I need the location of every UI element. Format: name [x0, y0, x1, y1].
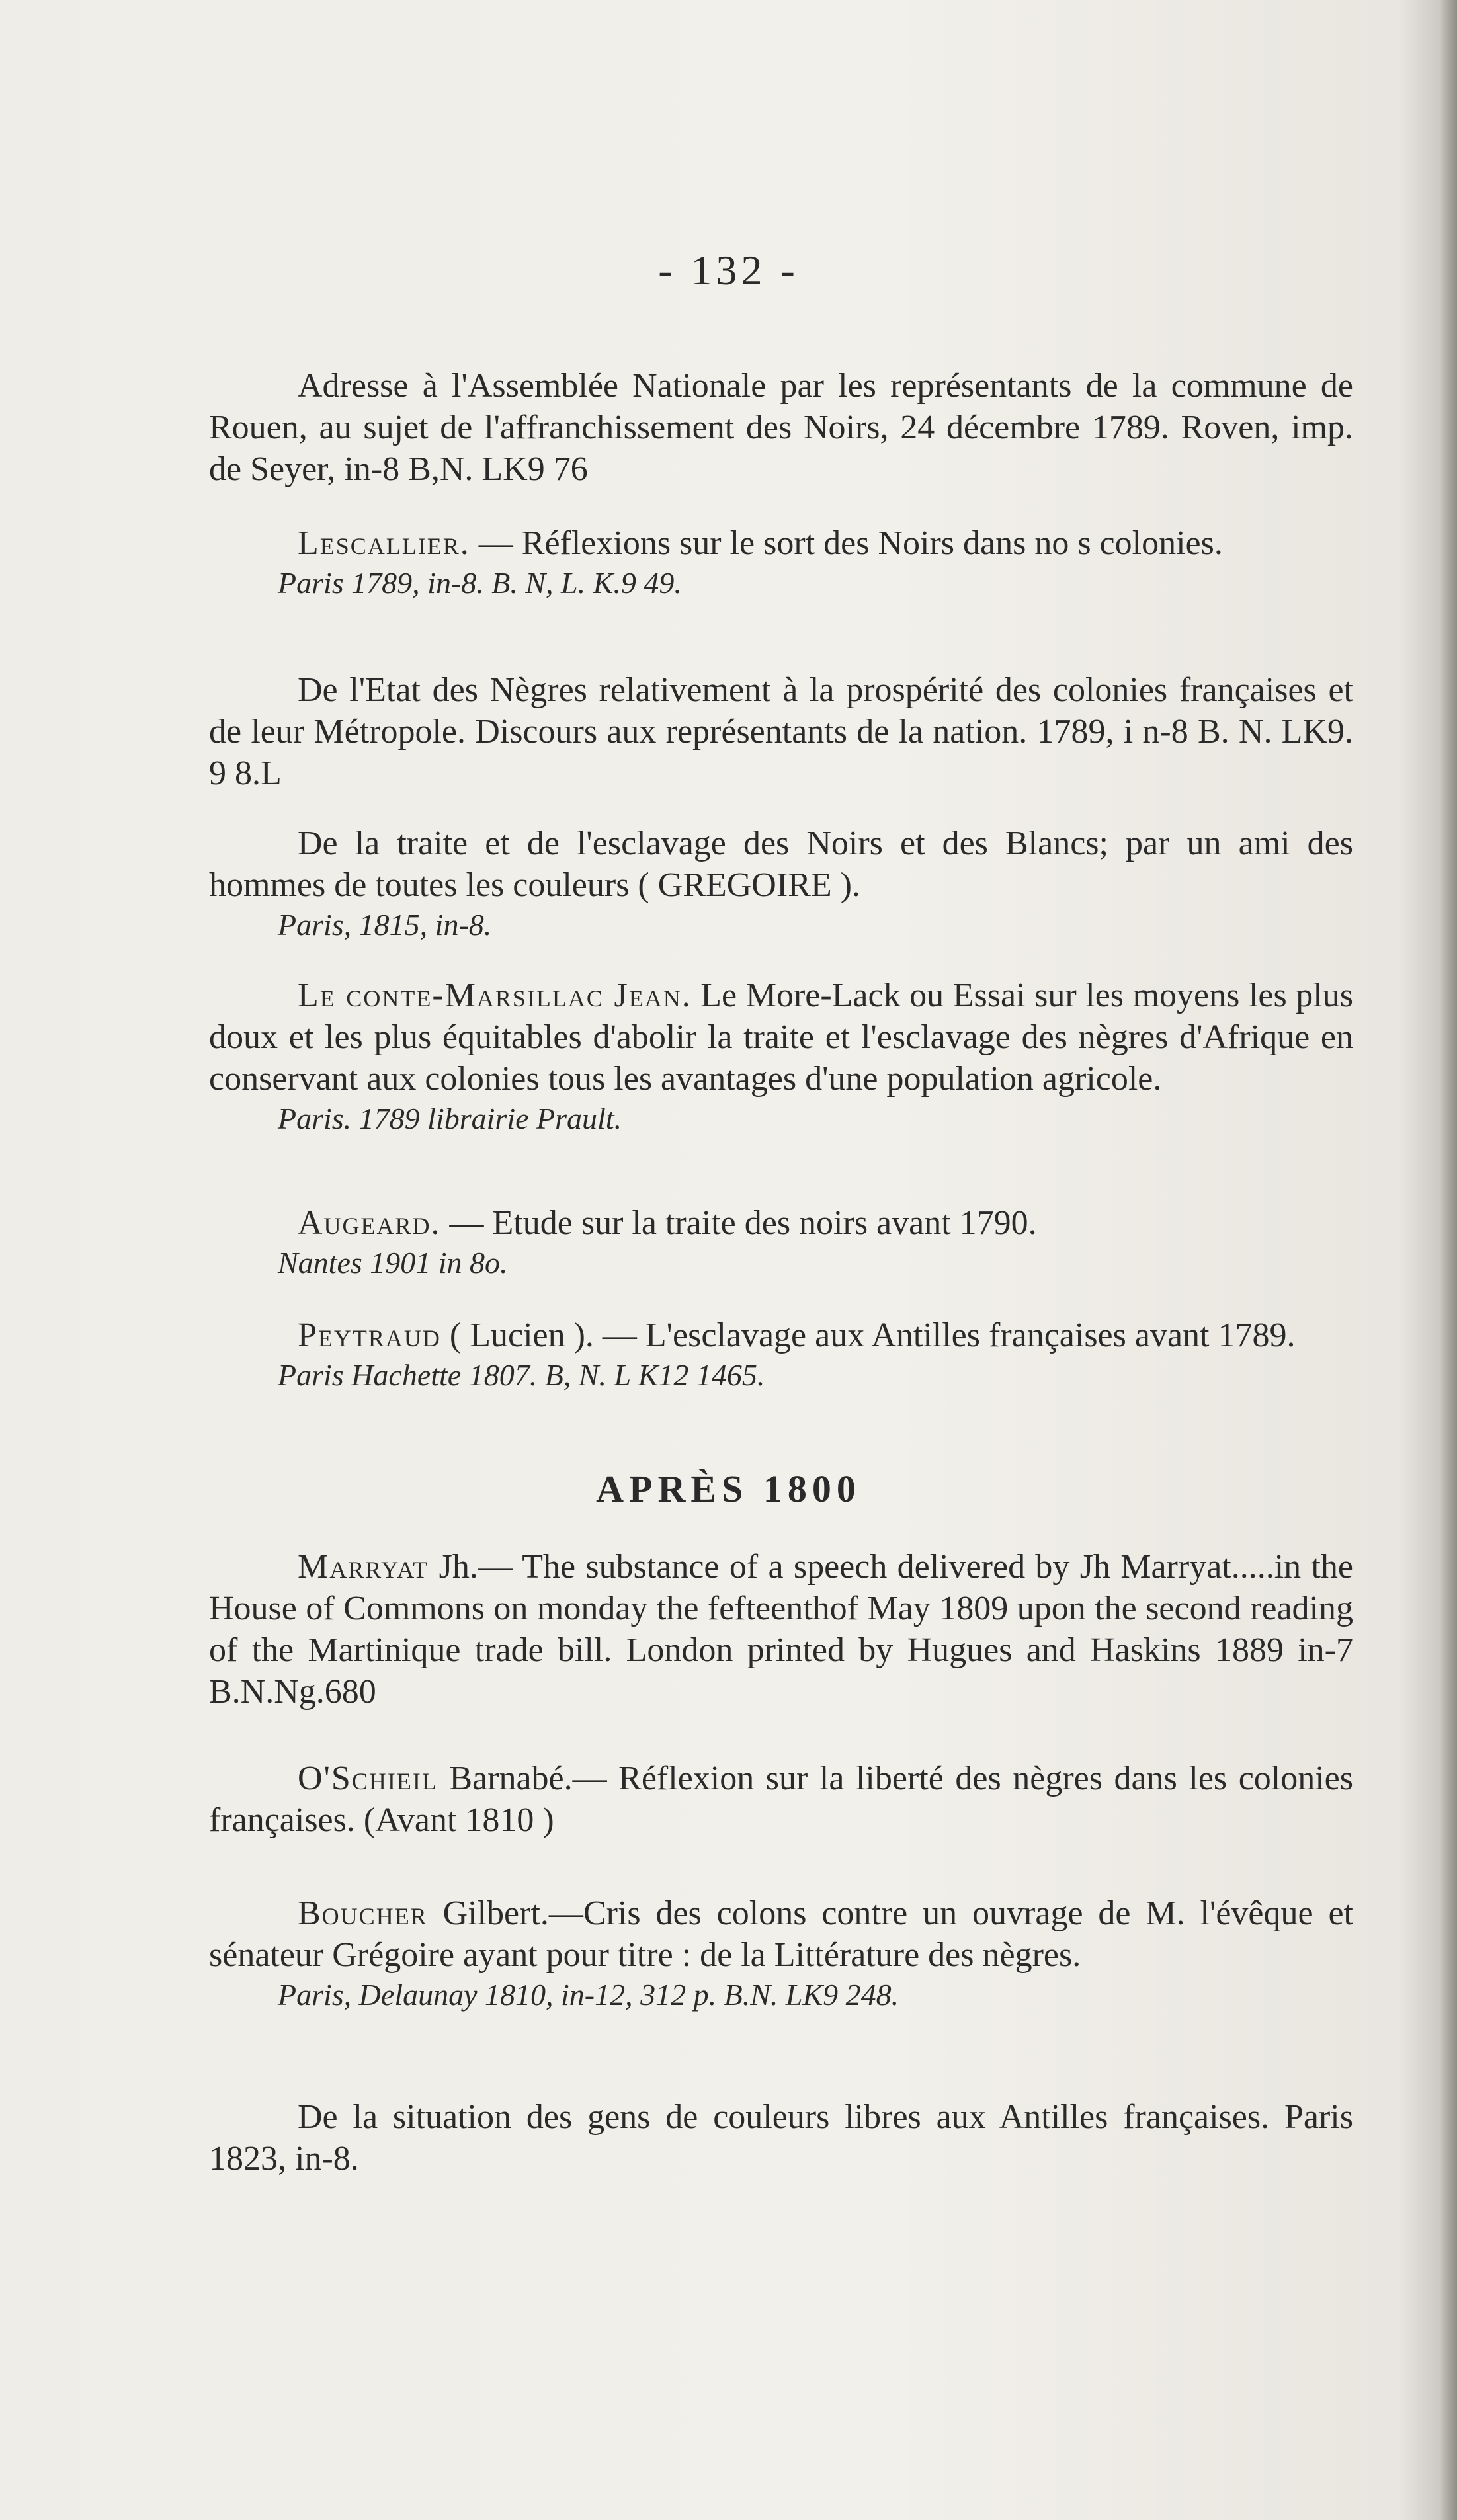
- entry-reference: Paris, 1815, in-8.: [278, 908, 492, 942]
- entry-author: O'Schieil: [298, 1760, 438, 1797]
- entry-author: Boucher: [298, 1894, 428, 1932]
- section-heading: APRÈS 1800: [596, 1467, 861, 1510]
- bibliography-entry: [209, 365, 1353, 490]
- bibliography-entry: [209, 1758, 1353, 1841]
- entry-text: Le conte-Marsillac Jean. Le More-Lack ou Essai sur les moyens les plus doux et les plus équitables d'abolir la traite et l'esclavage des nègres d'Afrique en conservant aux colonies tous les avantages d'une population agricole.: [209, 977, 1353, 1098]
- entry-reference: Paris, Delaunay 1810, in-12, 312 p. B.N. LK9 248.: [278, 1978, 899, 2012]
- entry-author: Augeard.: [298, 1204, 441, 1242]
- entry-reference: Paris 1789, in-8. B. N, L. K.9 49.: [278, 566, 682, 600]
- entry-author: Marryat: [298, 1548, 429, 1586]
- bibliography-entry: [209, 1892, 1353, 2014]
- bibliography-entry: [209, 669, 1353, 794]
- bibliography-entry: [209, 1202, 1353, 1282]
- bibliography-entry: [209, 522, 1353, 602]
- bibliography-entry: [209, 823, 1353, 944]
- entry-text: Adresse à l'Assemblée Nationale par les représentants de la commune de Rouen, au sujet de l'affranchissement des Noirs, 24 décembre 1789. Roven, imp. de Seyer, in-8 B,N. LK9 76: [209, 367, 1353, 488]
- bibliography-entry: [209, 1315, 1353, 1395]
- entry-text: Lescallier. — Réflexions sur le sort des Noirs dans no s colonies.: [298, 524, 1223, 562]
- entry-text: Augeard. — Etude sur la traite des noirs avant 1790.: [298, 1204, 1037, 1242]
- entry-text: De l'Etat des Nègres relativement à la prospérité des colonies françaises et de leur Métropole. Discours aux représentants de la nation. 1789, i n-8 B. N. LK9. 9 8.L: [209, 671, 1353, 792]
- page-number: - 132 -: [658, 247, 799, 294]
- entry-text: Peytraud ( Lucien ). — L'esclavage aux Antilles françaises avant 1789.: [298, 1317, 1296, 1354]
- entry-text: Marryat Jh.— The substance of a speech delivered by Jh Marryat.....in the House of Commons on monday the fefteenthof May 1809 upon the second reading of the Martinique trade bill. London printed by Hugues and Haskins 1889 in-7 B.N.Ng.680: [209, 1548, 1353, 1711]
- bibliography-entry: [209, 975, 1353, 1138]
- page-edge-shadow: [1440, 0, 1457, 2520]
- entry-author: Peytraud: [298, 1317, 441, 1354]
- entry-text: Boucher Gilbert.—Cris des colons contre un ouvrage de M. l'évêque et sénateur Grégoire ayant pour titre : de la Littérature des nègres.: [209, 1894, 1353, 1974]
- bibliography-entry: [209, 1546, 1353, 1713]
- entry-author: Lescallier.: [298, 524, 470, 562]
- entry-reference: Nantes 1901 in 8o.: [278, 1246, 508, 1280]
- entry-text: De la situation des gens de couleurs libres aux Antilles françaises. Paris 1823, in-8.: [209, 2098, 1353, 2177]
- entry-reference: Paris Hachette 1807. B, N. L K12 1465.: [278, 1358, 765, 1392]
- entry-text: O'Schieil Barnabé.— Réflexion sur la liberté des nègres dans les colonies françaises. (Avant 1810 ): [209, 1760, 1353, 1839]
- bibliography-entry: [209, 2096, 1353, 2179]
- entry-reference: Paris. 1789 librairie Prault.: [278, 1102, 622, 1135]
- entry-author: Le conte-Marsillac Jean.: [298, 977, 692, 1014]
- entry-text: De la traite et de l'esclavage des Noirs et des Blancs; par un ami des hommes de toutes les couleurs ( GREGOIRE ).: [209, 825, 1353, 904]
